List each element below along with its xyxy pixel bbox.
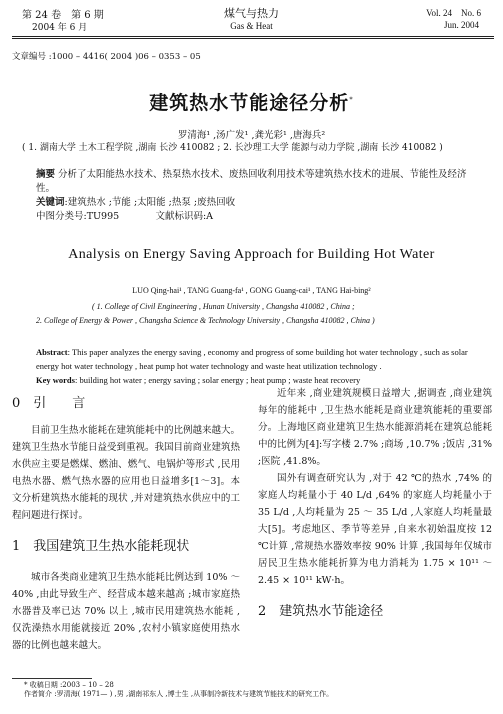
abstract-en-text: : This paper analyzes the energy saving , economy and progress of some building hot water technology , such as solar energy hot water technology , heat pump hot water technology and waste heat utilization technology . — [36, 347, 468, 371]
footnote — [12, 681, 333, 699]
header-rule — [12, 36, 494, 37]
section-0-heading: 0 引 言 — [12, 396, 86, 411]
authors-cn: 罗清海¹ ,汤广发¹ ,龚光彩¹ ,唐海兵² — [177, 130, 326, 141]
right-paragraph-2: 国外有调查研究认为 ,对于 42 ℃的热水 ,74% 的家庭人均耗量小于 40 L/d ,64% 的家庭人均耗量小于 35 L/d ,人均耗量为 25 ～ 35 L/d ,人家庭人均耗量最大[5]。考虑地区、季节等差异 ,自来水初始温度按 12 ℃计算 ,常规热水器效率按 90% 计算 ,我国每年仅城市居民卫生热水能耗折算为电力消耗为 1.75 × 10¹¹ ～ 2.45 × 10¹¹ kW·h。 — [258, 473, 492, 586]
intro-paragraph: 目前卫生热水能耗在建筑能耗中的比例越来越大。建筑卫生热水节能日益受到重视。我国目前商业建筑热水供应主要是燃煤、燃油、燃气、电锅炉等形式 ,民用电热水器、燃气热水器的应用也日益增多[1～3]。本文分析建筑热水能耗的现状 ,并对建筑热水供应中的工程问题进行探讨。 — [12, 425, 241, 521]
section-1-paragraph: 城市各类商业建筑卫生热水能耗比例达到 10% ～ 40% ,由此导致生产、经营成本越来越高 ;城市家庭热水器普及率已达 70% 以上 ,城市民用建筑热水能耗 ,仅洗澡热水用能就接近 20% ,农村小镇家庭使用热水器的比例也越来越大。 — [12, 572, 240, 651]
paper-title-cn: 建筑热水节能途径分析* — [149, 92, 354, 114]
keywords-cn-label: 关键词 — [36, 197, 65, 208]
authors-en: LUO Qing-hai¹ , TANG Guang-fa¹ , GONG Guang-cai¹ , TANG Hai-bing² — [132, 286, 371, 295]
right-paragraph-1: 近年来 ,商业建筑规模日益增大 ,据调查 ,商业建筑每年的能耗中 ,卫生热水能耗是商业建筑能耗的重要部分。上海地区商业建筑卫生热水能源消耗在建筑总能耗中的比例为[4]:写字楼 2.7% ;商场 ,10.7% ;饭店 ,31% ;医院 ,41.8%。 — [258, 388, 492, 467]
affiliations-cn: ( 1. 湖南大学 土木工程学院 ,湖南 长沙 410082 ; 2. 长沙理工大学 能源与动力学院 ,湖南 长沙 410082 ) — [22, 143, 443, 153]
abstract-cn-label: 摘要 — [36, 169, 56, 180]
affiliations-en — [36, 300, 476, 328]
paper-title-en: Analysis on Energy Saving Approach for Building Hot Water — [68, 247, 435, 262]
author-bio: 作者简介 :罗清海( 1971— ) ,男 ,湖南祁东人 ,博士生 ,从事制冷新技术与建筑节能技术的研究工作。 — [24, 690, 334, 698]
article-number: 文章编号 :1000 – 4416( 2004 )06 – 0353 – 05 — [12, 52, 201, 62]
header-rule-2 — [12, 38, 494, 39]
doc-code-label: 文献标识码 — [155, 211, 203, 222]
header-journal-en: Gas & Heat — [230, 21, 273, 31]
doc-code: :A — [202, 211, 214, 222]
affiliation-en-2: 2. College of Energy & Power , Changsha Science & Technology University , Changsha 410082 , China ) — [36, 316, 375, 325]
title-footnote-mark: * — [349, 95, 354, 104]
keywords-en: : building hot water ; energy saving ; solar energy ; heat pump ; waste heat recovery — [74, 375, 361, 385]
section-2-heading: 2 建筑热水节能途径 — [258, 604, 384, 619]
footnote-rule — [12, 678, 92, 679]
classification-code: :TU995 — [83, 211, 120, 222]
header-date-cn: 2004 年 6 月 — [32, 23, 88, 33]
header-journal-cn: 煤气与热力 — [224, 7, 279, 20]
affiliation-en-1: ( 1. College of Civil Engineering , Hunan University , Changsha 410082 , China ; — [92, 302, 355, 311]
keywords-cn: :建筑热水 ;节能 ;太阳能 ;热泵 ;废热回收 — [64, 197, 236, 208]
received-date: * 收稿日期 :2003 – 10 – 28 — [24, 681, 114, 689]
header-date-en: Jun. 2004 — [443, 20, 479, 30]
abstract-en — [36, 345, 476, 387]
header-vol-issue-en: Vol. 24 No. 6 — [426, 8, 481, 18]
header-vol-issue-cn: 第 24 卷 第 6 期 — [22, 10, 104, 21]
section-1-heading: 1 我国建筑卫生热水能耗现状 — [12, 539, 190, 554]
body-left-column — [12, 395, 240, 654]
abstract-cn-text: 分析了太阳能热水技术、热泵热水技术、废热回收利用技术等建筑热水技术的进展、节能性及经济性。 — [36, 169, 467, 194]
body-right-column — [258, 385, 492, 620]
abstract-en-label: Abstract — [36, 347, 68, 357]
classification-label: 中图分类号 — [36, 211, 84, 222]
abstract-cn — [36, 168, 476, 224]
keywords-en-label: Key words — [36, 375, 75, 385]
